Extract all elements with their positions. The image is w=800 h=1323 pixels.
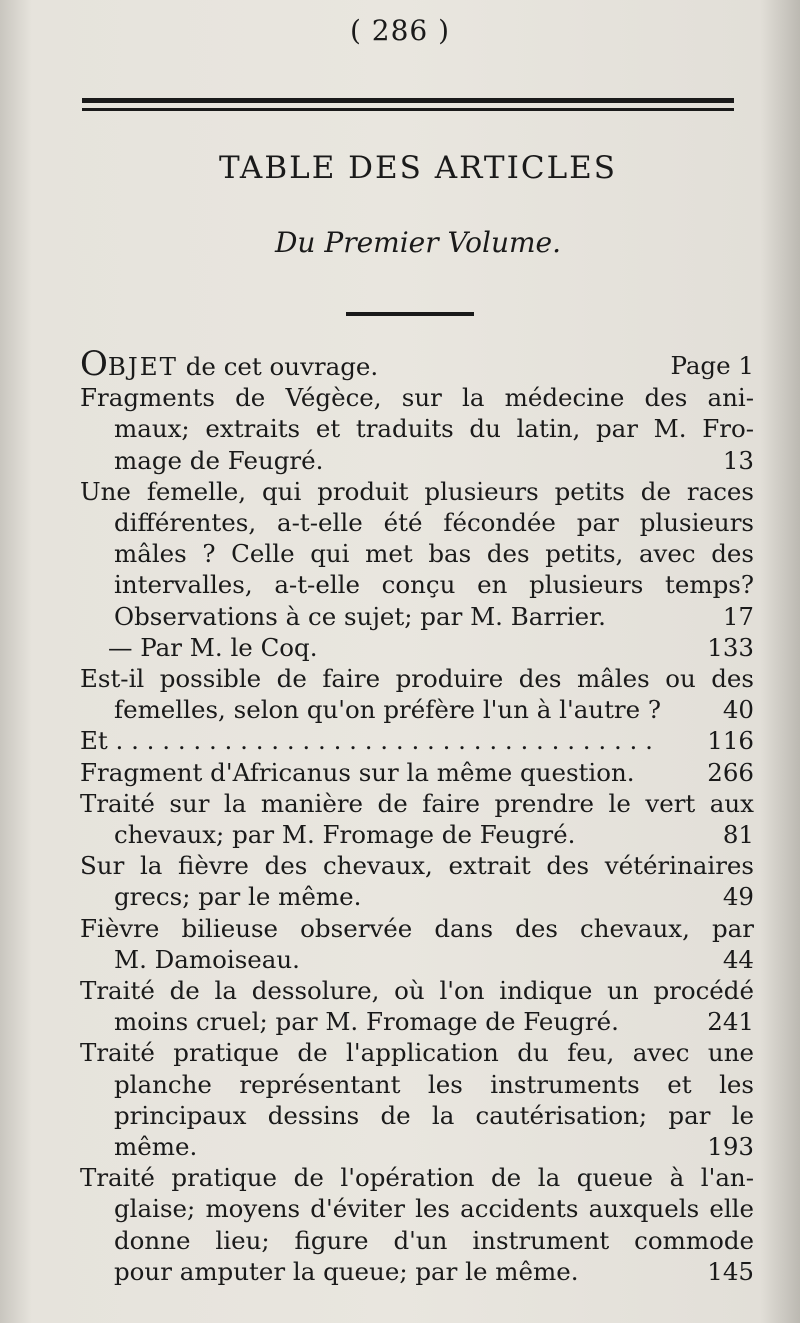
toc-entry-line: maux; extraits et traduits du latin, par M. Fro- [114, 414, 754, 444]
toc-entry-line: femelles, selon qu'on préfère l'un à l'autre ? [114, 695, 662, 725]
toc-entry [80, 725, 754, 756]
toc-page-number: 116 [707, 726, 754, 756]
title-separator-rule [346, 312, 474, 316]
toc-entry-line: différentes, a-t-elle été fécondée par plusieurs [114, 508, 754, 538]
toc-entry-line: glaise; moyens d'éviter les accidents auxquels elle [114, 1194, 754, 1224]
page-number: ( 286 ) [349, 14, 451, 47]
page-title: TABLE DES ARTICLES [218, 150, 618, 186]
toc-entry [80, 788, 754, 850]
toc-page-number: 49 [722, 882, 754, 912]
toc-entry-line: pour amputer la queue; par le même. [114, 1256, 579, 1286]
toc-entry [80, 476, 754, 632]
toc-entry-line: donne lieu; figure d'un instrument commode [114, 1225, 754, 1255]
toc-entry-line: Sur la fièvre des chevaux, extrait des vétérinaires [80, 851, 754, 881]
toc-entry [80, 663, 754, 725]
toc-entry-line: Traité pratique de l'application du feu, avec une [80, 1038, 754, 1068]
toc-entry [80, 850, 754, 912]
toc-entry-line: Et . . . . . . . . . . . . . . . . . . . . . . . . . . . . . . . . . . . [80, 726, 653, 756]
toc-entry-line: Traité sur la manière de faire prendre le vert aux [80, 788, 754, 818]
toc-entry-line: principaux dessins de la cautérisation; par le [114, 1100, 754, 1130]
toc-page-number: 266 [707, 757, 754, 787]
toc-entry [80, 632, 754, 663]
toc-entry-line: Fragments de Végèce, sur la médecine des ani- [80, 383, 754, 413]
toc-page-number: 13 [722, 445, 754, 475]
toc-page-number: 241 [707, 1007, 754, 1037]
toc-page-number: 133 [707, 632, 754, 662]
toc-entry-line: mage de Feugré. [114, 445, 324, 475]
toc-entry-line: Traité de la dessolure, où l'on indique un procédé [80, 976, 754, 1006]
toc-entry-line: Est-il possible de faire produire des mâles ou des [80, 664, 754, 694]
toc-entry [80, 1162, 754, 1287]
toc-entry-line: Une femelle, qui produit plusieurs petits de races [80, 476, 754, 506]
toc-entry-line: mâles ? Celle qui met bas des petits, avec des [114, 539, 754, 569]
toc-page-number: 44 [722, 944, 754, 974]
toc-page-number: 17 [722, 601, 754, 631]
table-of-contents [80, 350, 754, 1287]
toc-entry-line: grecs; par le même. [114, 882, 362, 912]
toc-page-number: 193 [707, 1132, 754, 1162]
toc-entry [80, 757, 754, 788]
toc-entry-line: intervalles, a-t-elle conçu en plusieurs temps? [114, 570, 754, 600]
toc-page-number: 145 [707, 1256, 754, 1286]
toc-entry-line: — Par M. le Coq. [108, 632, 318, 662]
toc-entry [80, 382, 754, 476]
toc-entry [80, 1037, 754, 1162]
toc-entry-line: Fragment d'Africanus sur la même question. [80, 757, 635, 787]
toc-page-number: 40 [722, 695, 754, 725]
toc-entry-line: Traité pratique de l'opération de la queue à l'an- [80, 1163, 754, 1193]
toc-entry [80, 913, 754, 975]
toc-entry-line: Fièvre bilieuse observée dans des chevaux, par [80, 913, 754, 943]
rule-thin [82, 108, 734, 111]
toc-page-number: 81 [722, 820, 754, 850]
page-subtitle: Du Premier Volume. [274, 226, 562, 259]
toc-entry-line: planche représentant les instruments et les [114, 1069, 754, 1099]
toc-page-number: Page 1 [670, 351, 754, 380]
toc-entry-line: chevaux; par M. Fromage de Feugré. [114, 820, 576, 850]
toc-entry-line: M. Damoiseau. [114, 944, 300, 974]
toc-entry-line: Observations à ce sujet; par M. Barrier. [114, 601, 606, 631]
toc-entry [80, 350, 754, 382]
toc-entry [80, 975, 754, 1037]
header-double-rule [82, 98, 734, 114]
toc-entry-line: OBJET de cet ouvrage. [80, 350, 379, 383]
toc-entry-line: moins cruel; par M. Fromage de Feugré. [114, 1007, 619, 1037]
toc-entry-line: même. [114, 1132, 198, 1162]
rule-thick [82, 98, 734, 103]
